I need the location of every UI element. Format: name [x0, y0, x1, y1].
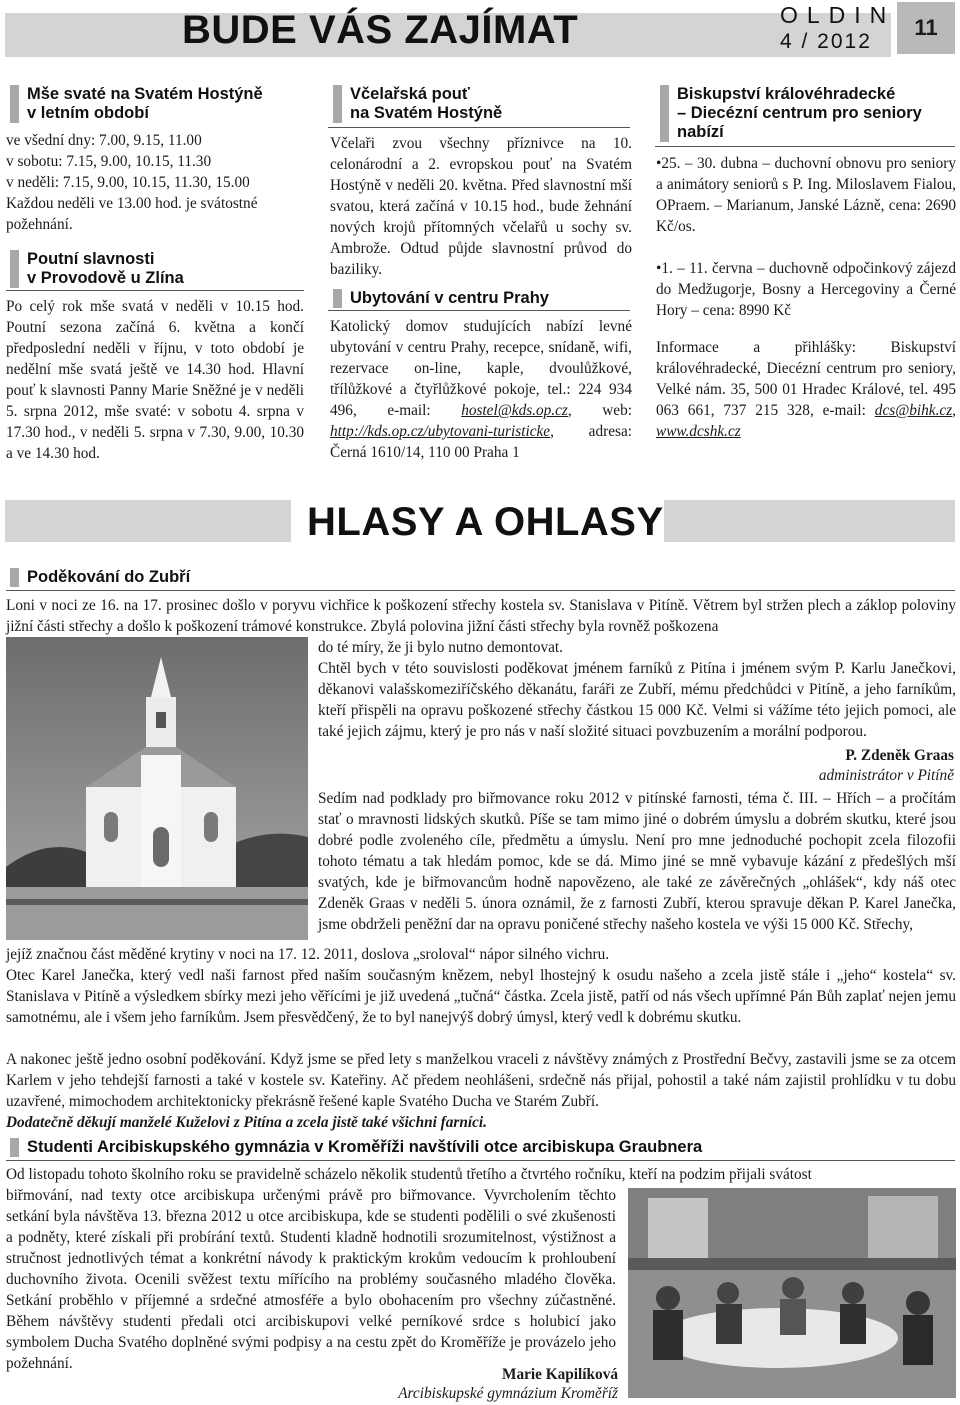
signature-graas-name: P. Zdeněk Graas	[845, 747, 954, 764]
magazine-name: OLDIN	[780, 2, 896, 28]
podekovani-closing: Dodatečně děkují manželé Kuželovi z Pitína a zcela jistě také všichni farníci.	[6, 1114, 487, 1131]
kds-web-link[interactable]: http://kds.op.cz/ubytovani-turisticke	[330, 423, 551, 440]
podekovani-paragraph-4: Otec Karel Janečka, který vedl naši farnost před naším současným knězem, nebyl lhostejný k osudu našeho a zcela jistě stále i „jeho“ kostela“ sv. Stanislava v Pitíně a výsledkem sbírky mezi jeho věřícími je již uvedená „tučná“ částka. Zcela jistě, patří od nás všech upřímné Pán Bůh zaplať nejen jemu samotnému, ale i všem jeho farníkům. Jsem přesvědčený, že to byl nanejvýš dobrý úmysl, který vedl k dobrému skutku.	[6, 967, 956, 1026]
dcs-email-link[interactable]: dcs@bihk.cz	[874, 402, 953, 419]
podekovani-paragraph-2: Chtěl bych v této souvislosti poděkovat jménem farníků z Pitína i jménem svým P. Karlu Janečkovi, děkanovi valašskomeziříčského děkanátu, faráři ze Zubří, mému předchůdci v Pitíně, a jeho farníkům, kteří přispěli na opravu poškozené střechy částkou 15 000 Kč. Velmi si vážíme této jejich pomoci, ale také jejich zájmu, který je pro nás v naší složité situaci povzbuzením a morální podporou.	[318, 660, 956, 740]
bullet-icon: •	[656, 155, 662, 172]
studenti-paragraph-2: biřmování, nad texty otce arcibiskupa určenými právě pro biřmovance. Vyvrcholením těchto setkání byla návštěva 13. března 2012 u otce arcibiskupa, kde se studenti podělili o své zkušenosti a podněty, které získali při probírání textů. Studenti kladně hodnotili srozumitelnost, výstižnost a stručnost jednotlivých témat a konkrétní návody k praktickým krokům vedoucím k prohloubení duchovního života. Ocenili svěžest textu mířícího na problémy současného mladého člověka. Setkání proběhlo v příjemné a srdečné atmosféře a bylo obohacením pro všechny zúčastněné. Během návštěvy studenti předali otci arcibiskupovi velké perníkové srdce s holubicí jako symbolem Ducha Svatého doplněné svými podpisy a na cestu zpět do Kroměříže je provázelo jeho požehnání.	[6, 1187, 616, 1372]
section-bar-right	[664, 500, 955, 542]
issue-number: 4 / 2012	[780, 30, 872, 53]
podekovani-paragraph-5: A nakonec ještě jedno osobní poděkování. Když jsme se před lety s manželkou vraceli z návštěvy známých z Prostřední Bečvy, zastavili jsme se za otcem Karlem v jeho tehdejší farnosti a také v kostele sv. Kateřiny. Ač předem neohlášeni, srdečně nás přijal, pohostil a také nám zajistil prohlídku v tu dobu uzavřené, mimochodem architektonicky překrásně řešené kaple Svatého Ducha ve Starém Zubří.	[6, 1051, 956, 1110]
mse-svate-schedule: ve všední dny: 7.00, 9.15, 11.00 v sobotu: 7.15, 9.00, 10.15, 11.30 v neděli: 7.15, 9.00, 10.15, 11.30, 15.00 Každou neděli ve 13.00 hod. je svátostné požehnání.	[6, 132, 258, 233]
students-photo	[628, 1188, 956, 1398]
section-title-hlasy: HLASY A OHLASY	[307, 500, 664, 544]
dcshk-web-link[interactable]: www.dcshk.cz	[656, 423, 741, 440]
divider	[328, 310, 630, 311]
ubytovani-text: Katolický domov studujících nabízí levné ubytování v centru Prahy, recepce, snídaně, wifi, rezervace on-line, kaple, dvoulůžkové, třílůžkové a čtyřlůžkové pokoje, tel.: 224 934 496, e-mail: hostel@kds.op.cz, web: http://kds.op.cz/ubytovani-turisticke, adresa: Černá 1610/14, 110 00 Praha 1	[330, 318, 632, 461]
biskupstvi-info: Informace a přihlášky: Biskupství královéhradecké, Diecézní centrum pro seniory, Velké nám. 35, 500 01 Hradec Králové, tel. 495 063 661, 737 215 328, e-mail: dcs@bihk.cz, www.dcshk.cz	[656, 339, 956, 440]
signature-kapilikova-role: Arcibiskupské gymnázium Kroměříž	[398, 1385, 618, 1402]
students-illustration	[628, 1188, 956, 1398]
page-section-title: BUDE VÁS ZAJÍMAT	[182, 8, 579, 52]
biskupstvi-item-2: •1. – 11. června – duchovně odpočinkový zájezd do Medžugorje, Bosny a Hercegoviny a Černé Hory – cena: 8990 Kč	[656, 260, 956, 319]
heading-vcelarska-pout: Včelařská pouť na Svatém Hostýně	[333, 85, 640, 123]
hostel-email-link[interactable]: hostel@kds.op.cz	[461, 402, 568, 419]
heading-studenti: Studenti Arcibiskupského gymnázia v Kroměříži navštívili otce arcibiskupa Graubnera	[10, 1138, 960, 1157]
divider	[6, 290, 304, 291]
bullet-icon: •	[656, 260, 662, 277]
studenti-paragraph-1: Od listopadu tohoto školního roku se pravidelně scházelo několik studentů třetího a čtvrtého ročníku, kteří na podzim přijali svátost	[6, 1166, 812, 1183]
divider	[328, 127, 630, 128]
podekovani-paragraph-1: Loni v noci ze 16. na 17. prosinec došlo v poryvu vichřice k poškození střechy kostela sv. Stanislava v Pitíně. Větrem byl stržen plech a záklop poloviny jižní části střechy a došlo k poškození trámové konstrukce. Zbylá polovina jižní části střechy byla rovněž poškozena	[6, 597, 956, 635]
poutni-slavnosti-text: Po celý rok mše svatá v neděli v 10.15 hod. Poutní sezona začíná 6. května a končí předposlední neděli v říjnu, v toto období je nedělní mše svatá ještě ve 14.30 hod. Hlavní pouť k slavnosti Panny Marie Sněžné je v neděli 5. srpna 2012, mše svaté: v sobotu 4. srpna v 17.30 hod., v neděli 5. srpna v 7.30, 9.00, 10.30 a ve 14.30 hod.	[6, 298, 304, 462]
section-bar-left	[5, 500, 291, 542]
page-number: 11	[897, 2, 955, 54]
heading-mse-svate: Mše svaté na Svatém Hostýně v letním období	[10, 85, 317, 123]
divider	[6, 1160, 955, 1161]
church-illustration	[6, 637, 308, 940]
signature-graas-role: administrátor v Pitíně	[818, 767, 954, 784]
biskupstvi-item-1: •25. – 30. dubna – duchovní obnovu pro seniory a animátory seniorů s P. Ing. Miloslavem Fialou, OPraem. – Marianum, Janské Lázně, cena: 2690 Kč/os.	[656, 155, 956, 235]
signature-kapilikova-name: Marie Kapilíková	[502, 1366, 618, 1383]
heading-ubytovani: Ubytování v centru Prahy	[333, 289, 640, 308]
podekovani-paragraph-1b: do té míry, že ji bylo nutno demontovat.	[318, 639, 563, 656]
divider	[655, 146, 955, 147]
heading-biskupstvi: Biskupství královéhradecké – Diecézní centrum pro seniory nabízí	[660, 85, 960, 142]
heading-podekovani: Poděkování do Zubří	[10, 568, 427, 587]
church-photo	[6, 637, 308, 940]
divider	[6, 590, 955, 591]
podekovani-paragraph-3: Sedím nad podklady pro biřmovance roku 2012 v pitínské farnosti, téma č. III. – Hřích – a pročítám stať o mravnosti lidských skutků. Píše se tam mimo jiné o dobrém úmyslu a dobrém skutku, které jsou dobré podle zvoleného cíle, předmětu a úmyslu. Není pro mne jednoduché pochopit zcela filozofii tohoto tématu a tak hledám pomoc, kde se dá. Mimo jiné se mně vybavuje kázání z předešlých mší svatých, kde je biřmovancům hodně napovězeno, ale také ze závěrečných „ohlášek“, kdy náš otec Zdeněk Graas v neděli 5. února oznámil, že z farnosti Zubří, kterou spravuje děkan P. Karel Janečka, jsme obdrželi peněžní dar na opravu poničené střechy našeho kostela ve výši 15 000 Kč. Střechy,	[318, 790, 956, 933]
podekovani-paragraph-3b: jejíž značnou část měděné krytiny v noci na 17. 12. 2011, doslova „sroloval“ nápor silného vichru.	[6, 946, 610, 963]
heading-poutni-slavnosti: Poutní slavnosti v Provodově u Zlína	[10, 250, 317, 288]
vcelarska-pout-text: Včelaři zvou všechny příznivce na 10. celonárodní a 2. evropskou pouť na Svatém Hostýně v neděli 20. května. Před slavnostní mší svatou, která začíná v 10.15 hod., bude žehnání nových krojů přítomných včelařů u sochy sv. Ambrože. Odtud půjde slavnostní průvod do baziliky.	[330, 135, 632, 278]
